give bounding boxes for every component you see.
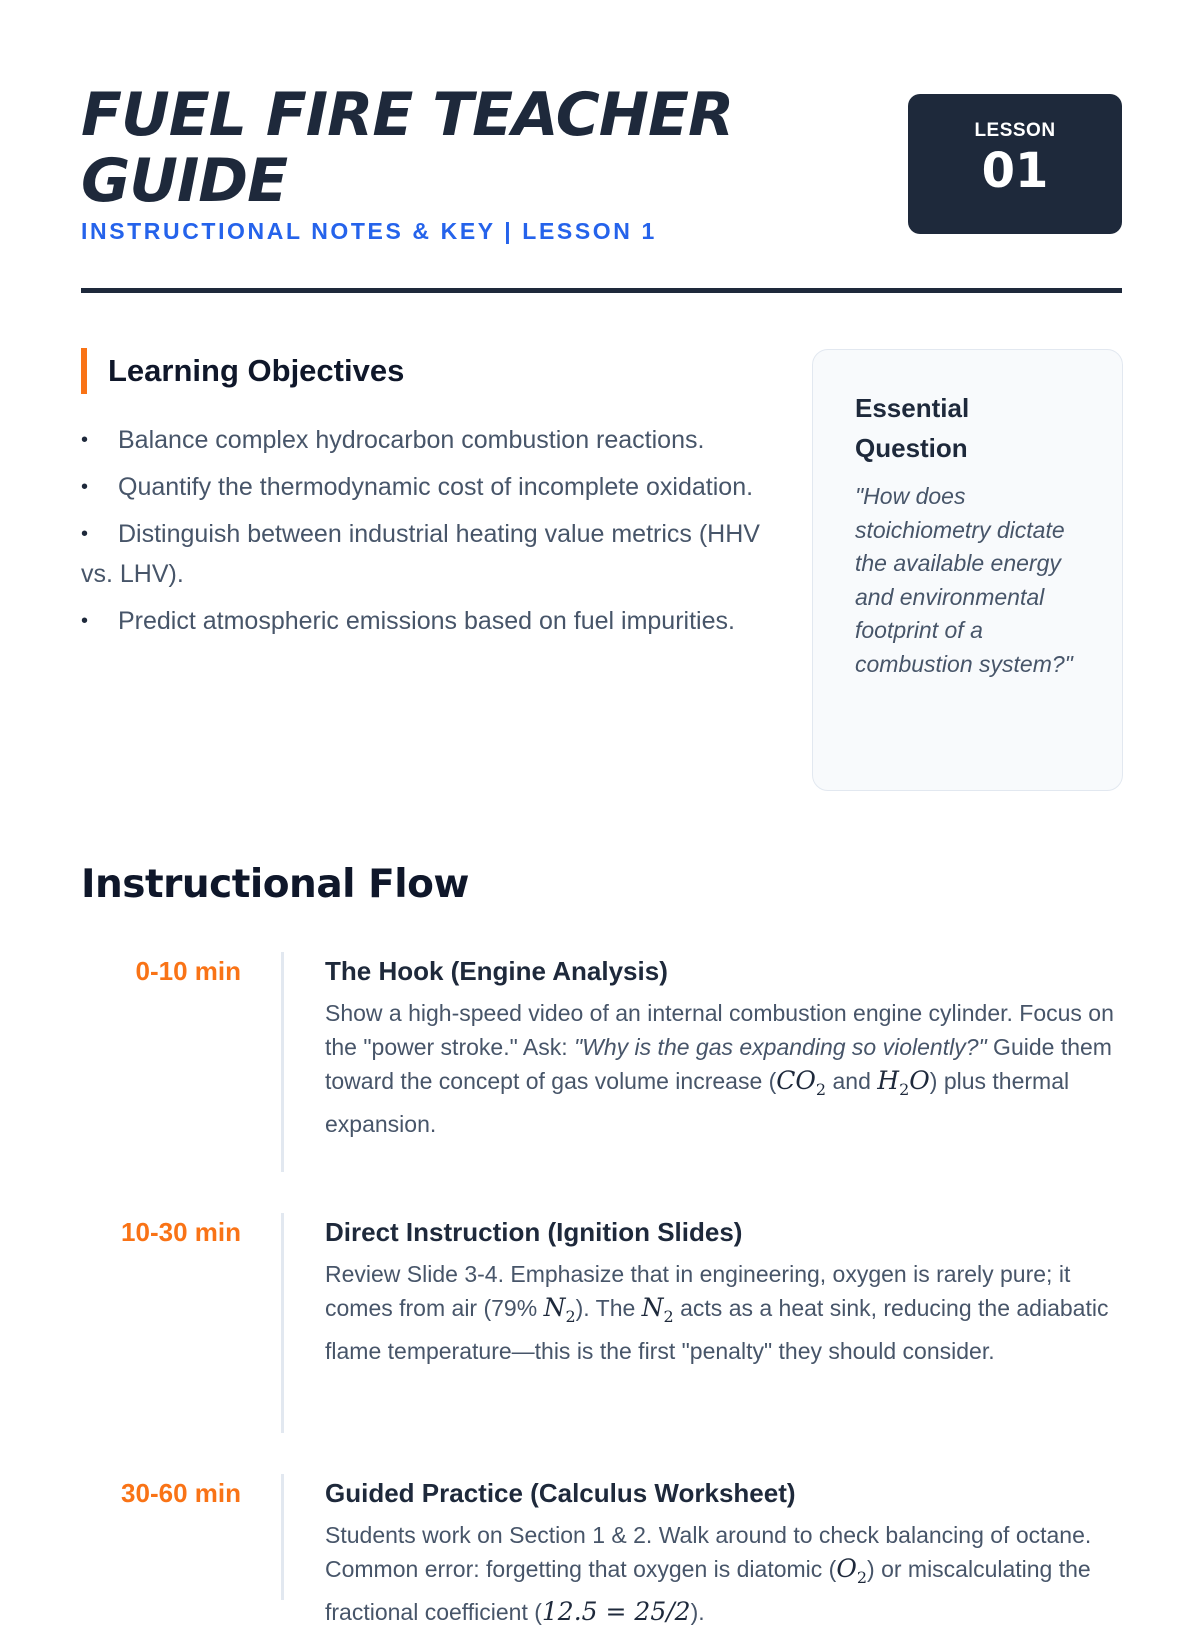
desc-text: ). xyxy=(690,1599,705,1625)
objective-item xyxy=(81,467,761,507)
formula-subscript: 2 xyxy=(663,1307,674,1326)
formula-symbol: N xyxy=(543,1293,566,1322)
objective-item xyxy=(81,420,761,460)
objective-item xyxy=(81,601,761,641)
flow-step-time: 10-30 min xyxy=(121,1217,241,1247)
formula: 12.5 = 25/2 xyxy=(541,1597,691,1626)
flow-step-body xyxy=(325,952,1125,1141)
flow-step xyxy=(81,1474,1121,1626)
formula-symbol: CO xyxy=(776,1066,816,1095)
timeline-line xyxy=(281,1474,284,1600)
flow-step-body xyxy=(325,1213,1125,1368)
desc-text: ). The xyxy=(575,1295,642,1321)
desc-text: Review Slide 3-4. Emphasize that in engineering, oxygen is rarely pure; it comes from air (79% xyxy=(325,1261,1071,1321)
objective-text: Balance complex hydrocarbon combustion reactions. xyxy=(118,426,705,454)
flow-step xyxy=(81,952,1121,1172)
flow-step xyxy=(81,1213,1121,1433)
formula xyxy=(836,1554,868,1587)
flow-step-title: Guided Practice (Calculus Worksheet) xyxy=(325,1478,796,1508)
desc-text: ) or miscalculating the fractional coefficient ( xyxy=(325,1556,1091,1625)
flow-step-description xyxy=(325,1257,1125,1368)
formula xyxy=(877,1066,930,1099)
objective-text: Predict atmospheric emissions based on fuel impurities. xyxy=(118,607,735,635)
header-divider xyxy=(81,288,1122,293)
timeline-line xyxy=(281,952,284,1172)
page-subtitle: INSTRUCTIONAL NOTES & KEY | LESSON 1 xyxy=(81,218,657,244)
flow-step-description xyxy=(325,1518,1125,1629)
desc-text: acts as a heat sink, reducing the adiabatic flame temperature—this is the first "penalty" they should consider. xyxy=(325,1295,1109,1364)
objective-item xyxy=(81,514,761,594)
bullet-icon: • xyxy=(81,610,89,632)
formula xyxy=(641,1293,674,1326)
lesson-badge xyxy=(908,94,1122,234)
formula xyxy=(776,1066,827,1099)
formula-symbol: N xyxy=(641,1293,664,1322)
objective-text: Quantify the thermodynamic cost of incomplete oxidation. xyxy=(118,473,754,501)
formula-symbol: O xyxy=(836,1554,857,1583)
lesson-badge-number: 01 xyxy=(981,143,1049,199)
essential-question-title: Essential Question xyxy=(855,393,970,463)
formula-subscript: 2 xyxy=(856,1568,868,1587)
essential-question-text: "How does stoichiometry dictate the available energy and environmental footprint of a combustion system?" xyxy=(855,483,1073,677)
page-title: FUEL FIRE TEACHER GUIDE xyxy=(81,80,734,216)
essential-question-card xyxy=(812,349,1123,791)
desc-text: and xyxy=(826,1068,878,1094)
desc-text: Guide them toward the concept of gas volume increase ( xyxy=(325,1034,1112,1094)
formula-symbol: H xyxy=(877,1066,900,1095)
timeline-line xyxy=(281,1213,284,1433)
bullet-icon: • xyxy=(81,523,89,545)
objective-text: Distinguish between industrial heating value metrics (HHV vs. LHV). xyxy=(81,520,760,588)
flow-step-time: 0-10 min xyxy=(135,956,241,986)
flow-step-description xyxy=(325,996,1125,1141)
objectives-list xyxy=(81,420,761,641)
flow-step-body xyxy=(325,1474,1125,1629)
desc-question: "Why is the gas expanding so violently?" xyxy=(574,1034,987,1060)
flow-step-time: 30-60 min xyxy=(121,1478,241,1508)
formula xyxy=(543,1293,576,1326)
instructional-flow-heading: Instructional Flow xyxy=(81,862,469,907)
desc-text: ) plus thermal expansion. xyxy=(325,1068,1070,1137)
objectives-heading: Learning Objectives xyxy=(81,348,761,394)
formula-symbol: O xyxy=(909,1066,930,1095)
formula-subscript: 2 xyxy=(815,1080,827,1099)
formula-subscript: 2 xyxy=(565,1307,576,1326)
desc-text: Students work on Section 1 & 2. Walk around to check balancing of octane. Common error: forgetting that oxygen is diatomic ( xyxy=(325,1522,1092,1582)
lesson-badge-label: LESSON xyxy=(974,120,1056,141)
desc-text: Show a high-speed video of an internal combustion engine cylinder. Focus on the "power stroke." Ask: xyxy=(325,1000,1114,1060)
bullet-icon: • xyxy=(81,429,89,451)
bullet-icon: • xyxy=(81,476,89,498)
learning-objectives xyxy=(81,348,761,648)
formula-subscript: 2 xyxy=(899,1080,910,1099)
flow-step-title: Direct Instruction (Ignition Slides) xyxy=(325,1217,743,1247)
flow-step-title: The Hook (Engine Analysis) xyxy=(325,956,668,986)
